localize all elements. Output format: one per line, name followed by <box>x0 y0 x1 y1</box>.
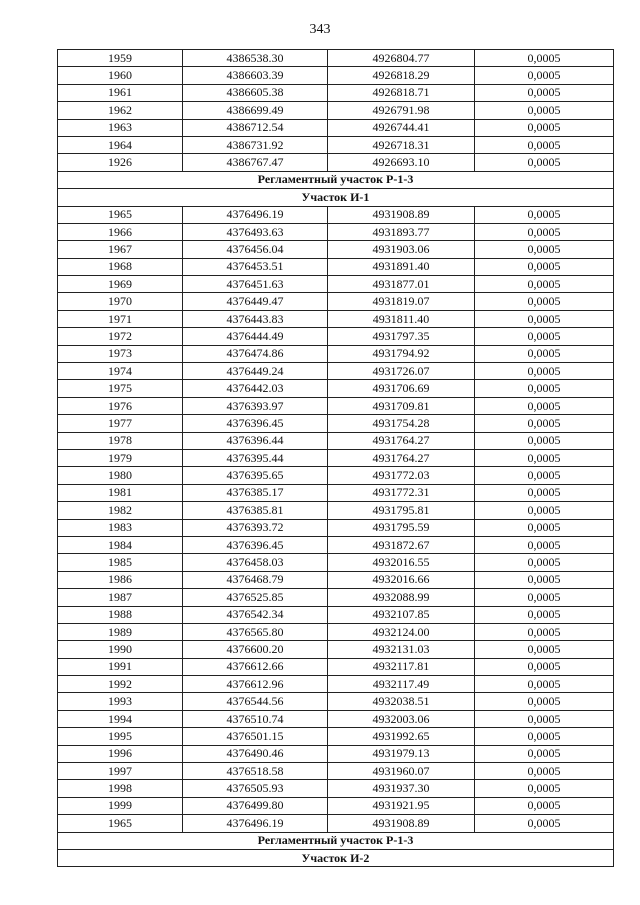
coordinates-table <box>57 49 614 867</box>
error-cell: 0,0005 <box>475 102 614 119</box>
error-cell: 0,0005 <box>475 502 614 519</box>
table-row <box>58 432 614 449</box>
y-coordinate-cell: 4932016.55 <box>328 554 475 571</box>
table-row <box>58 449 614 466</box>
point-number-cell: 1989 <box>58 623 183 640</box>
y-coordinate-cell: 4932117.81 <box>328 658 475 675</box>
point-number-cell: 1960 <box>58 67 183 84</box>
x-coordinate-cell: 4376458.03 <box>183 554 328 571</box>
table-row <box>58 119 614 136</box>
y-coordinate-cell: 4926718.31 <box>328 136 475 153</box>
x-coordinate-cell: 4376395.44 <box>183 449 328 466</box>
table-row <box>58 815 614 832</box>
section-title: Участок И-1 <box>58 189 614 206</box>
error-cell: 0,0005 <box>475 258 614 275</box>
error-cell: 0,0005 <box>475 223 614 240</box>
point-number-cell: 1998 <box>58 780 183 797</box>
table-row <box>58 589 614 606</box>
point-number-cell: 1990 <box>58 641 183 658</box>
point-number-cell: 1999 <box>58 797 183 814</box>
x-coordinate-cell: 4376393.97 <box>183 397 328 414</box>
table-row <box>58 623 614 640</box>
section-header-row <box>58 849 614 866</box>
x-coordinate-cell: 4376493.63 <box>183 223 328 240</box>
table-row <box>58 206 614 223</box>
x-coordinate-cell: 4376518.58 <box>183 763 328 780</box>
point-number-cell: 1992 <box>58 676 183 693</box>
point-number-cell: 1993 <box>58 693 183 710</box>
table-row <box>58 154 614 171</box>
table-row <box>58 223 614 240</box>
table-row <box>58 519 614 536</box>
x-coordinate-cell: 4376612.66 <box>183 658 328 675</box>
section-title: Регламентный участок Р-1-3 <box>58 832 614 849</box>
table-row <box>58 241 614 258</box>
x-coordinate-cell: 4376490.46 <box>183 745 328 762</box>
table-row <box>58 50 614 67</box>
table-row <box>58 728 614 745</box>
page-number: 343 <box>309 22 331 37</box>
point-number-cell: 1996 <box>58 745 183 762</box>
point-number-cell: 1974 <box>58 363 183 380</box>
table-row <box>58 328 614 345</box>
point-number-cell: 1979 <box>58 449 183 466</box>
section-header-row <box>58 832 614 849</box>
x-coordinate-cell: 4376468.79 <box>183 571 328 588</box>
error-cell: 0,0005 <box>475 276 614 293</box>
x-coordinate-cell: 4386731.92 <box>183 136 328 153</box>
table-row <box>58 397 614 414</box>
y-coordinate-cell: 4932088.99 <box>328 589 475 606</box>
table-row <box>58 536 614 553</box>
table-row <box>58 571 614 588</box>
x-coordinate-cell: 4376501.15 <box>183 728 328 745</box>
error-cell: 0,0005 <box>475 745 614 762</box>
y-coordinate-cell: 4932117.49 <box>328 676 475 693</box>
point-number-cell: 1976 <box>58 397 183 414</box>
point-number-cell: 1962 <box>58 102 183 119</box>
point-number-cell: 1984 <box>58 536 183 553</box>
point-number-cell: 1981 <box>58 484 183 501</box>
x-coordinate-cell: 4376496.19 <box>183 206 328 223</box>
table-row <box>58 658 614 675</box>
table-row <box>58 745 614 762</box>
point-number-cell: 1965 <box>58 206 183 223</box>
table-row <box>58 84 614 101</box>
table-row <box>58 276 614 293</box>
point-number-cell: 1969 <box>58 276 183 293</box>
point-number-cell: 1988 <box>58 606 183 623</box>
error-cell: 0,0005 <box>475 693 614 710</box>
x-coordinate-cell: 4386767.47 <box>183 154 328 171</box>
point-number-cell: 1970 <box>58 293 183 310</box>
y-coordinate-cell: 4931891.40 <box>328 258 475 275</box>
table-row <box>58 380 614 397</box>
table-row <box>58 554 614 571</box>
y-coordinate-cell: 4926744.41 <box>328 119 475 136</box>
point-number-cell: 1978 <box>58 432 183 449</box>
y-coordinate-cell: 4932038.51 <box>328 693 475 710</box>
x-coordinate-cell: 4386603.39 <box>183 67 328 84</box>
x-coordinate-cell: 4376453.51 <box>183 258 328 275</box>
error-cell: 0,0005 <box>475 467 614 484</box>
point-number-cell: 1994 <box>58 710 183 727</box>
error-cell: 0,0005 <box>475 710 614 727</box>
x-coordinate-cell: 4376510.74 <box>183 710 328 727</box>
x-coordinate-cell: 4376385.17 <box>183 484 328 501</box>
table-row <box>58 415 614 432</box>
table-row <box>58 693 614 710</box>
x-coordinate-cell: 4386538.30 <box>183 50 328 67</box>
error-cell: 0,0005 <box>475 589 614 606</box>
x-coordinate-cell: 4376542.34 <box>183 606 328 623</box>
y-coordinate-cell: 4931903.06 <box>328 241 475 258</box>
point-number-cell: 1973 <box>58 345 183 362</box>
y-coordinate-cell: 4931992.65 <box>328 728 475 745</box>
x-coordinate-cell: 4376565.80 <box>183 623 328 640</box>
error-cell: 0,0005 <box>475 363 614 380</box>
x-coordinate-cell: 4376442.03 <box>183 380 328 397</box>
y-coordinate-cell: 4931979.13 <box>328 745 475 762</box>
point-number-cell: 1975 <box>58 380 183 397</box>
y-coordinate-cell: 4931795.81 <box>328 502 475 519</box>
point-number-cell: 1995 <box>58 728 183 745</box>
table-row <box>58 641 614 658</box>
y-coordinate-cell: 4932003.06 <box>328 710 475 727</box>
error-cell: 0,0005 <box>475 780 614 797</box>
error-cell: 0,0005 <box>475 206 614 223</box>
x-coordinate-cell: 4376395.65 <box>183 467 328 484</box>
y-coordinate-cell: 4931872.67 <box>328 536 475 553</box>
error-cell: 0,0005 <box>475 241 614 258</box>
y-coordinate-cell: 4926818.29 <box>328 67 475 84</box>
error-cell: 0,0005 <box>475 397 614 414</box>
x-coordinate-cell: 4376449.47 <box>183 293 328 310</box>
table-row <box>58 502 614 519</box>
x-coordinate-cell: 4386605.38 <box>183 84 328 101</box>
error-cell: 0,0005 <box>475 519 614 536</box>
error-cell: 0,0005 <box>475 623 614 640</box>
point-number-cell: 1982 <box>58 502 183 519</box>
y-coordinate-cell: 4926818.71 <box>328 84 475 101</box>
y-coordinate-cell: 4931706.69 <box>328 380 475 397</box>
table-row <box>58 797 614 814</box>
x-coordinate-cell: 4376525.85 <box>183 589 328 606</box>
y-coordinate-cell: 4931908.89 <box>328 815 475 832</box>
table-row <box>58 258 614 275</box>
x-coordinate-cell: 4376393.72 <box>183 519 328 536</box>
table-row <box>58 676 614 693</box>
point-number-cell: 1985 <box>58 554 183 571</box>
point-number-cell: 1963 <box>58 119 183 136</box>
y-coordinate-cell: 4931811.40 <box>328 310 475 327</box>
y-coordinate-cell: 4931764.27 <box>328 449 475 466</box>
point-number-cell: 1967 <box>58 241 183 258</box>
error-cell: 0,0005 <box>475 571 614 588</box>
y-coordinate-cell: 4931893.77 <box>328 223 475 240</box>
x-coordinate-cell: 4376456.04 <box>183 241 328 258</box>
table-row <box>58 310 614 327</box>
x-coordinate-cell: 4376600.20 <box>183 641 328 658</box>
y-coordinate-cell: 4926804.77 <box>328 50 475 67</box>
error-cell: 0,0005 <box>475 50 614 67</box>
table-row <box>58 102 614 119</box>
error-cell: 0,0005 <box>475 345 614 362</box>
error-cell: 0,0005 <box>475 658 614 675</box>
point-number-cell: 1972 <box>58 328 183 345</box>
error-cell: 0,0005 <box>475 415 614 432</box>
error-cell: 0,0005 <box>475 606 614 623</box>
x-coordinate-cell: 4376443.83 <box>183 310 328 327</box>
y-coordinate-cell: 4926693.10 <box>328 154 475 171</box>
point-number-cell: 1986 <box>58 571 183 588</box>
y-coordinate-cell: 4932016.66 <box>328 571 475 588</box>
error-cell: 0,0005 <box>475 119 614 136</box>
y-coordinate-cell: 4931794.92 <box>328 345 475 362</box>
x-coordinate-cell: 4376449.24 <box>183 363 328 380</box>
y-coordinate-cell: 4931908.89 <box>328 206 475 223</box>
point-number-cell: 1971 <box>58 310 183 327</box>
table-row <box>58 345 614 362</box>
point-number-cell: 1966 <box>58 223 183 240</box>
error-cell: 0,0005 <box>475 293 614 310</box>
y-coordinate-cell: 4931772.03 <box>328 467 475 484</box>
point-number-cell: 1983 <box>58 519 183 536</box>
table-row <box>58 710 614 727</box>
x-coordinate-cell: 4376544.56 <box>183 693 328 710</box>
error-cell: 0,0005 <box>475 554 614 571</box>
x-coordinate-cell: 4386699.49 <box>183 102 328 119</box>
point-number-cell: 1959 <box>58 50 183 67</box>
y-coordinate-cell: 4931819.07 <box>328 293 475 310</box>
error-cell: 0,0005 <box>475 136 614 153</box>
x-coordinate-cell: 4376385.81 <box>183 502 328 519</box>
y-coordinate-cell: 4931754.28 <box>328 415 475 432</box>
section-title: Регламентный участок Р-1-3 <box>58 171 614 188</box>
x-coordinate-cell: 4376396.45 <box>183 415 328 432</box>
point-number-cell: 1964 <box>58 136 183 153</box>
section-header-row <box>58 171 614 188</box>
coordinates-table-body <box>58 50 614 867</box>
point-number-cell: 1977 <box>58 415 183 432</box>
point-number-cell: 1965 <box>58 815 183 832</box>
error-cell: 0,0005 <box>475 728 614 745</box>
point-number-cell: 1991 <box>58 658 183 675</box>
error-cell: 0,0005 <box>475 432 614 449</box>
x-coordinate-cell: 4376496.19 <box>183 815 328 832</box>
y-coordinate-cell: 4931772.31 <box>328 484 475 501</box>
table-row <box>58 363 614 380</box>
error-cell: 0,0005 <box>475 328 614 345</box>
y-coordinate-cell: 4931795.59 <box>328 519 475 536</box>
table-row <box>58 780 614 797</box>
error-cell: 0,0005 <box>475 763 614 780</box>
x-coordinate-cell: 4376444.49 <box>183 328 328 345</box>
error-cell: 0,0005 <box>475 484 614 501</box>
y-coordinate-cell: 4931960.07 <box>328 763 475 780</box>
point-number-cell: 1961 <box>58 84 183 101</box>
point-number-cell: 1968 <box>58 258 183 275</box>
y-coordinate-cell: 4931877.01 <box>328 276 475 293</box>
error-cell: 0,0005 <box>475 84 614 101</box>
error-cell: 0,0005 <box>475 815 614 832</box>
x-coordinate-cell: 4376499.80 <box>183 797 328 814</box>
table-row <box>58 293 614 310</box>
error-cell: 0,0005 <box>475 676 614 693</box>
table-row <box>58 136 614 153</box>
y-coordinate-cell: 4931937.30 <box>328 780 475 797</box>
error-cell: 0,0005 <box>475 641 614 658</box>
table-row <box>58 67 614 84</box>
y-coordinate-cell: 4932124.00 <box>328 623 475 640</box>
x-coordinate-cell: 4376474.86 <box>183 345 328 362</box>
point-number-cell: 1987 <box>58 589 183 606</box>
x-coordinate-cell: 4386712.54 <box>183 119 328 136</box>
error-cell: 0,0005 <box>475 67 614 84</box>
x-coordinate-cell: 4376451.63 <box>183 276 328 293</box>
y-coordinate-cell: 4931764.27 <box>328 432 475 449</box>
section-title: Участок И-2 <box>58 849 614 866</box>
table-row <box>58 606 614 623</box>
x-coordinate-cell: 4376612.96 <box>183 676 328 693</box>
y-coordinate-cell: 4931797.35 <box>328 328 475 345</box>
point-number-cell: 1997 <box>58 763 183 780</box>
y-coordinate-cell: 4931921.95 <box>328 797 475 814</box>
error-cell: 0,0005 <box>475 154 614 171</box>
error-cell: 0,0005 <box>475 310 614 327</box>
y-coordinate-cell: 4931726.07 <box>328 363 475 380</box>
point-number-cell: 1926 <box>58 154 183 171</box>
error-cell: 0,0005 <box>475 380 614 397</box>
error-cell: 0,0005 <box>475 536 614 553</box>
y-coordinate-cell: 4926791.98 <box>328 102 475 119</box>
section-header-row <box>58 189 614 206</box>
error-cell: 0,0005 <box>475 797 614 814</box>
y-coordinate-cell: 4931709.81 <box>328 397 475 414</box>
point-number-cell: 1980 <box>58 467 183 484</box>
error-cell: 0,0005 <box>475 449 614 466</box>
x-coordinate-cell: 4376505.93 <box>183 780 328 797</box>
x-coordinate-cell: 4376396.44 <box>183 432 328 449</box>
y-coordinate-cell: 4932107.85 <box>328 606 475 623</box>
table-row <box>58 467 614 484</box>
x-coordinate-cell: 4376396.45 <box>183 536 328 553</box>
y-coordinate-cell: 4932131.03 <box>328 641 475 658</box>
table-row <box>58 484 614 501</box>
table-row <box>58 763 614 780</box>
